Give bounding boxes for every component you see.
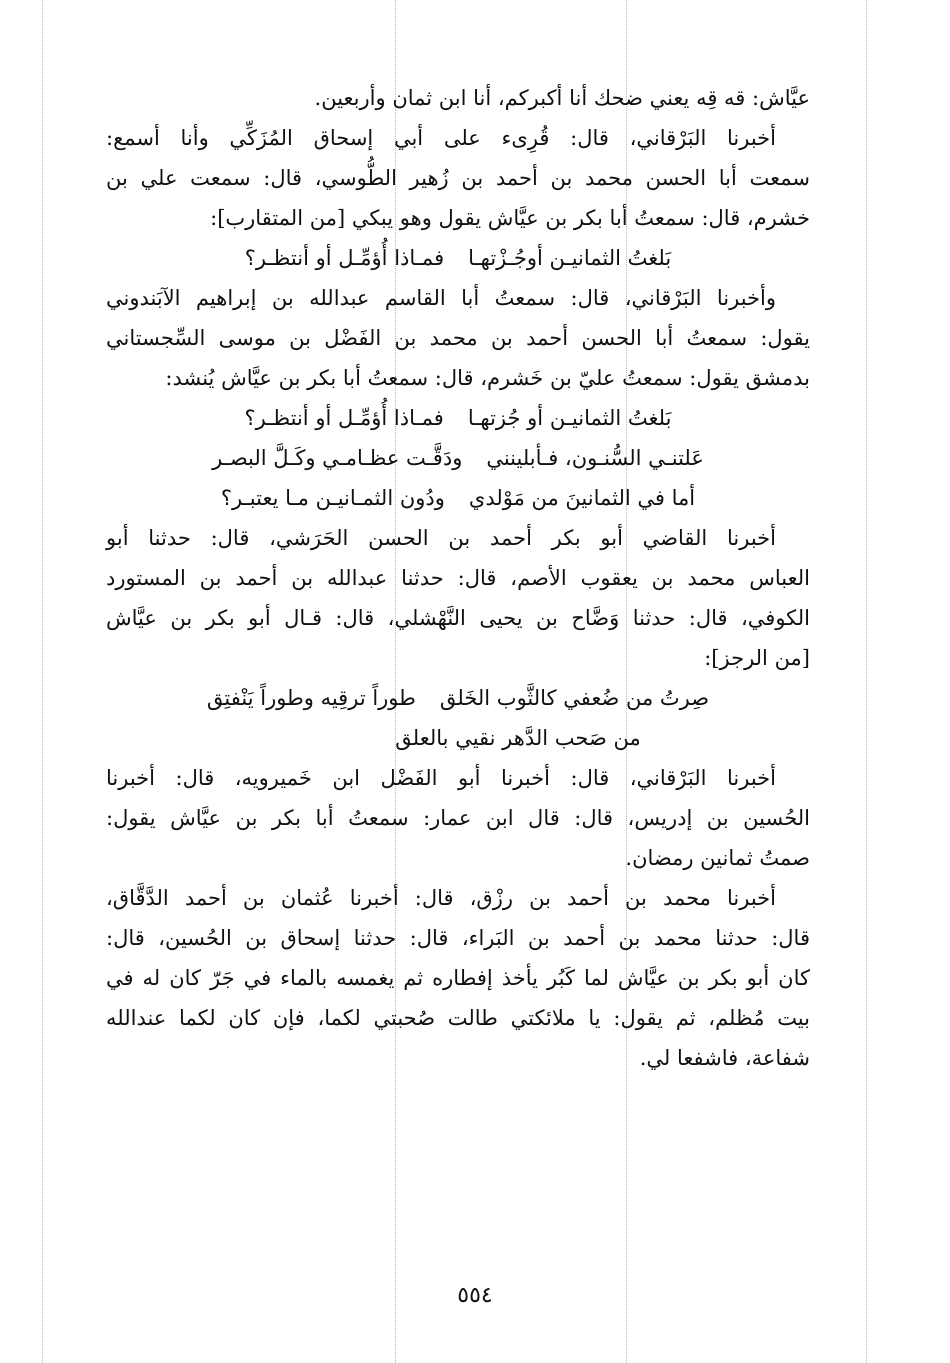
text-line: أخبرنا البَرْقاني، قال: قُرِىء على أبي إسحاق المُزَكِّي وأنا أسمع: (106, 126, 776, 150)
verse-second-hemistich: ودُون الثمـانيـن مـا يعتبـر؟ (220, 486, 445, 510)
verse-line (106, 438, 810, 478)
scan-guide-line (866, 0, 867, 1363)
verse-line (106, 238, 810, 278)
text-line: أخبرنا البَرْقاني، قال: أخبرنا أبو الفَضْل ابن خَميرويه، قال: أخبرنا (106, 766, 776, 790)
verse-line: من صَحب الدَّهر نقيي بالعلق (395, 726, 641, 750)
body-text (106, 78, 810, 1078)
page-number: ٥٥٤ (457, 1283, 493, 1308)
scan-guide-line (42, 0, 43, 1363)
text-line: أخبرنا محمد بن أحمد بن رزْق، قال: أخبرنا عُثمان بن أحمد الدَّقَّاق، (106, 886, 776, 910)
verse-first-hemistich: أما في الثمانينَ من مَوْلدي (468, 486, 696, 510)
text-line: وأخبرنا البَرْقاني، قال: سمعتُ أبا القاسم عبدالله بن إبراهيم الآبَندوني (106, 286, 776, 310)
verse-line (106, 478, 810, 518)
verse-first-hemistich: بَلغتُ الثمانيـن أوجُـزْتهـا (468, 246, 672, 270)
text-line: شفاعة، فاشفعا لي. (639, 1046, 810, 1070)
text-line: أخبرنا القاضي أبو بكر أحمد بن الحسن الحَرَشي، قال: حدثنا أبو (106, 526, 776, 550)
verse-second-hemistich: فمـاذا أُؤمِّـل أو أنتظـر؟ (244, 406, 444, 430)
text-line: عيَّاش: قه قِه يعني ضحك أنا أكبركم، أنا ابن ثمان وأربعين. (314, 86, 810, 110)
verse-line (106, 678, 810, 718)
text-line: الكوفي، قال: حدثنا وَضَّاح بن يحيى النَّهْشلي، قال: قـال أبو بكر بن عيَّاش (106, 606, 810, 630)
text-line: سمعت أبا الحسن محمد بن أحمد بن زُهير الطُّوسي، قال: سمعت علي بن (106, 166, 810, 190)
text-line: الحُسين بن إدريس، قال: قال ابن عمار: سمعتُ أبا بكر بن عيَّاش يقول: (106, 806, 810, 830)
text-line: [من الرجز]: (704, 646, 810, 670)
verse-second-hemistich: فمـاذا أُؤمِّـل أو أنتظـر؟ (244, 246, 445, 270)
text-line: يقول: سمعتُ أبا الحسن أحمد بن محمد بن الفَضْل بن موسى السِّجستاني (106, 326, 810, 350)
verse-line (106, 398, 810, 438)
text-line: خشرم، قال: سمعتُ أبا بكر بن عيَّاش يقول وهو يبكي [من المتقارب]: (210, 206, 810, 230)
verse-second-hemistich: ودَقَّـت عظـامـي وكَـلَّ البصـر (212, 446, 463, 470)
text-line: بيت مُظلم، ثم يقول: يا ملائكتي طالت صُحبتي لكما، فإن كان لكما عندالله (106, 1006, 810, 1030)
verse-first-hemistich: بَلغتُ الثمانيـن أو جُزتهـا (467, 406, 672, 430)
text-line: قال: حدثنا محمد بن أحمد بن البَراء، قال: حدثنا إسحاق بن الحُسين، قال: (106, 926, 810, 950)
verse-first-hemistich: عَلتنـي السُّنـون، فـأبلينني (486, 446, 704, 470)
text-line: بدمشق يقول: سمعتُ عليّ بن خَشرم، قال: سمعتُ أبا بكر بن عيَّاش يُنشد: (165, 366, 810, 390)
verse-second-hemistich: طوراً ترقِيه وطوراً يَنْفتِق (206, 686, 416, 710)
text-line: كان أبو بكر بن عيَّاش لما كَبُر يأخذ إفطاره ثم يغمسه بالماء في جَرّ كان له في (106, 966, 810, 990)
verse-first-hemistich: صِرتُ من ضُعفي كالثَّوب الخَلق (439, 686, 710, 710)
text-line: العباس محمد بن يعقوب الأصم، قال: حدثنا عبدالله بن أحمد بن المستورد (106, 566, 810, 590)
text-line: صمتُ ثمانين رمضان. (625, 846, 810, 870)
